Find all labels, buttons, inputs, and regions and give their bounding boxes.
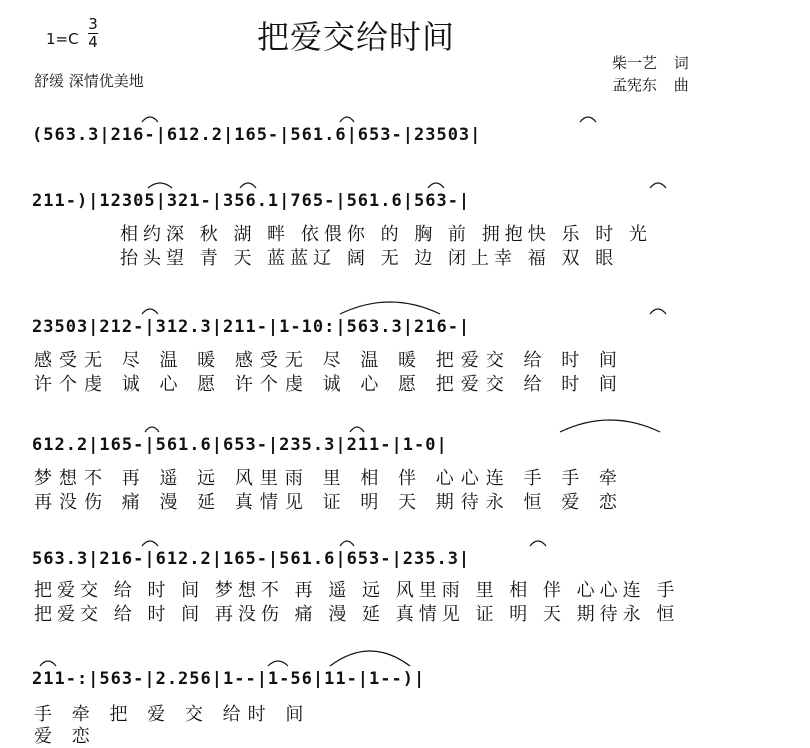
lyric-line-6a: 手 牵 把 爱 交 给时 间	[34, 704, 311, 725]
song-title: 把爱交给时间	[257, 18, 456, 56]
key-signature: 1=C	[46, 30, 79, 48]
lyricist-name: 柴一艺	[612, 54, 658, 72]
composer-line	[612, 74, 689, 96]
composer-name: 孟宪东	[612, 76, 658, 94]
notation-line-5: 563.3|216-|612.2|165-|561.6|653-|235.3|	[32, 549, 471, 569]
lyric-line-3a: 感受无 尽 温 暖 感受无 尽 温 暖 把爱交 给 时 间	[34, 350, 624, 371]
notation-line-2: 211-)|12305|321-|356.1|765-|561.6|563-|	[32, 191, 471, 211]
time-signature-bottom: 4	[88, 33, 98, 51]
lyric-line-2b: 抬头望 青 天 蓝蓝辽 阔 无 边 闭上幸 福 双 眼	[120, 248, 619, 269]
notation-line-1: (563.3|216-|612.2|165-|561.6|653-|23503|	[32, 125, 482, 145]
lyric-line-4a: 梦想不 再 遥 远 风里雨 里 相 伴 心心连 手 手 牵	[34, 468, 624, 489]
lyric-line-5b: 把爱交 给 时 间 再没伤 痛 漫 延 真情见 证 明 天 期待永 恒	[34, 604, 680, 625]
notation-line-6: 211-:|563-|2.256|1--|1-56|11-|1--)|	[32, 669, 426, 689]
lyricist-line	[612, 52, 689, 74]
credits	[612, 52, 689, 96]
lyric-line-2a: 相约深 秋 湖 畔 依偎你 的 胸 前 拥抱快 乐 时 光	[120, 224, 652, 245]
lyric-line-4b: 再没伤 痛 漫 延 真情见 证 明 天 期待永 恒 爱 恋	[34, 492, 624, 513]
lyric-line-5a: 把爱交 给 时 间 梦想不 再 遥 远 风里雨 里 相 伴 心心连 手	[34, 580, 680, 601]
time-signature-top: 3	[88, 15, 98, 33]
notation-line-3: 23503|212-|312.3|211-|1-10:|563.3|216-|	[32, 317, 471, 337]
tempo-marking: 舒缓 深情优美地	[34, 72, 144, 90]
lyric-line-3b: 许个虔 诚 心 愿 许个虔 诚 心 愿 把爱交 给 时 间	[34, 374, 624, 395]
lyric-line-6b: 爱 恋	[34, 726, 97, 747]
time-signature	[88, 16, 98, 51]
lyricist-role: 词	[673, 54, 689, 72]
composer-role: 曲	[673, 76, 689, 94]
notation-line-4: 612.2|165-|561.6|653-|235.3|211-|1-0|	[32, 435, 448, 455]
